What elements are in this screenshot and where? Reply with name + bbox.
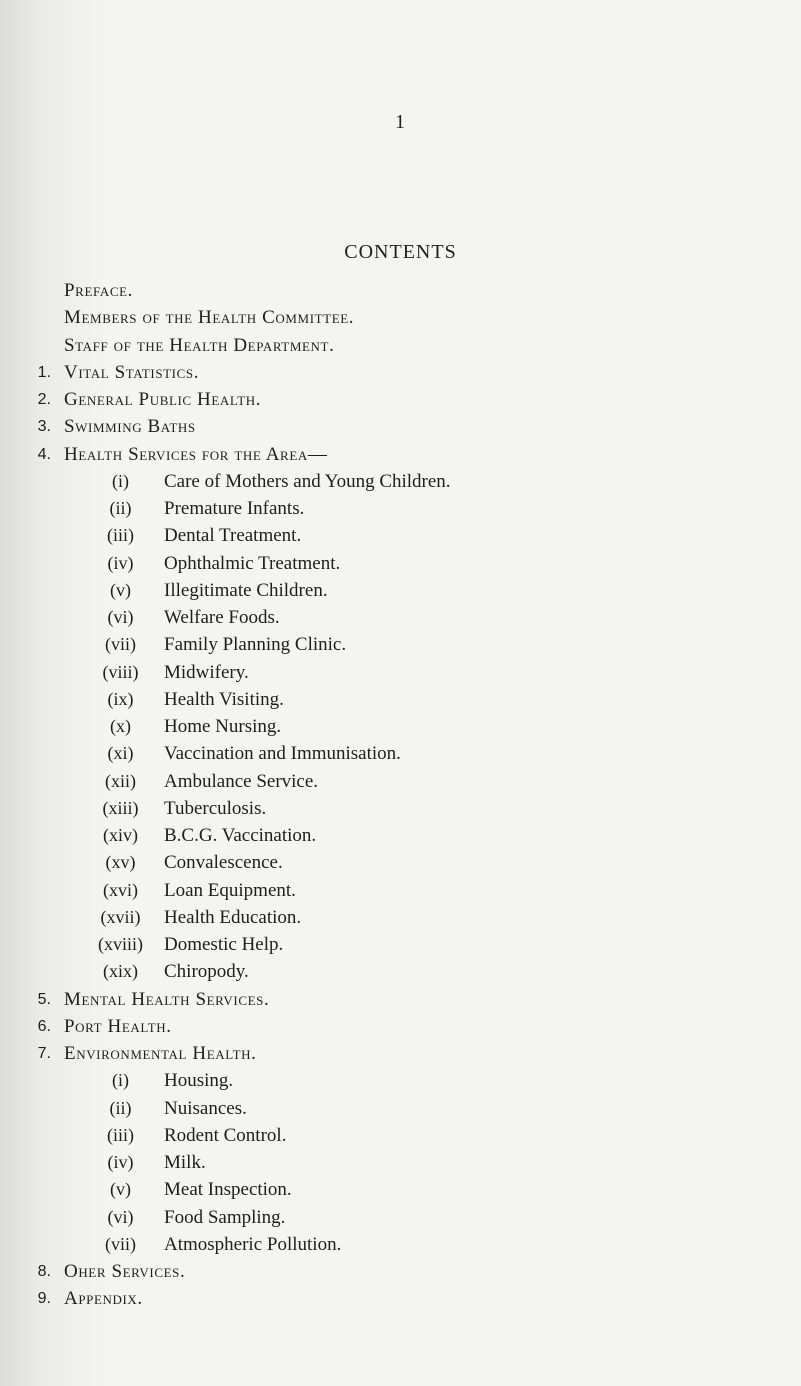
toc-subsection-entry (0, 904, 801, 931)
toc-subsection-entry (0, 604, 801, 631)
section-number: 2. (37, 391, 51, 408)
entry-label: Ophthalmic Treatment. (164, 552, 341, 574)
toc-section-entry (0, 1258, 801, 1285)
toc-section-entry (0, 1285, 801, 1312)
entry-label: Port Health. (64, 1015, 172, 1037)
entry-label: Health Services for the Area— (64, 443, 328, 465)
toc-subsection-entry (0, 795, 801, 822)
subsection-numeral: (iv) (107, 1152, 134, 1172)
subsection-numeral: (xvi) (103, 879, 138, 900)
entry-label: Dental Treatment. (164, 525, 302, 547)
subsection-numeral: (vi) (107, 607, 134, 627)
subsection-numeral: (vii) (105, 1233, 136, 1254)
toc-subsection-entry (0, 1149, 801, 1176)
subsection-numeral: (i) (112, 1070, 129, 1091)
entry-label: Staff of the Health Department. (64, 334, 335, 356)
subsection-numeral: (x) (110, 716, 131, 736)
entry-label: Members of the Health Committee. (64, 307, 355, 329)
section-number: 7. (37, 1045, 51, 1062)
subsection-numeral: (iii) (107, 1124, 134, 1145)
section-number: 9. (37, 1290, 51, 1308)
toc-subsection-entry (0, 822, 801, 849)
section-number: 3. (37, 418, 51, 436)
toc-subsection-entry (0, 740, 801, 767)
entry-label: Meat Inspection. (164, 1179, 292, 1201)
toc-subsection-entry (0, 659, 801, 686)
toc-section-entry (0, 413, 801, 440)
subsection-numeral: (iv) (107, 552, 134, 573)
toc-subsection-entry (0, 768, 801, 795)
toc-subsection-entry (0, 550, 801, 577)
entry-label: Vaccination and Immunisation. (164, 743, 401, 765)
toc-section-entry (0, 359, 801, 386)
toc-section-entry (0, 986, 801, 1013)
toc-subsection-entry (0, 495, 801, 522)
entry-label: Health Education. (164, 906, 302, 928)
entry-label: Family Planning Clinic. (164, 634, 347, 656)
subsection-numeral: (xix) (103, 961, 138, 982)
subsection-numeral: (v) (110, 1179, 131, 1200)
section-number: 4. (37, 445, 51, 463)
entry-label: Home Nursing. (164, 716, 282, 737)
entry-label: Rodent Control. (164, 1124, 287, 1146)
toc-subsection-entry (0, 577, 801, 604)
entry-label: Ambulance Service. (164, 770, 319, 792)
toc-section-entry (0, 386, 801, 413)
toc-subsection-entry (0, 1067, 801, 1094)
toc-section-entry (0, 1040, 801, 1067)
toc-subsection-entry (0, 1231, 801, 1258)
entry-label: General Public Health. (64, 389, 262, 410)
subsection-numeral: (ii) (109, 498, 132, 518)
toc-subsection-entry (0, 468, 801, 495)
subsection-numeral: (iii) (107, 525, 134, 546)
section-number: 6. (37, 1017, 51, 1035)
entry-label: Health Visiting. (164, 688, 284, 710)
entry-label: Domestic Help. (164, 934, 284, 955)
subsection-numeral: (xiv) (103, 825, 138, 845)
section-number: 8. (37, 1263, 51, 1280)
subsection-numeral: (i) (112, 470, 129, 491)
entry-label: Mental Health Services. (64, 988, 270, 1010)
entry-label: Food Sampling. (164, 1206, 286, 1228)
toc-section-entry (0, 277, 801, 304)
subsection-numeral: (xvii) (100, 906, 141, 927)
entry-label: Milk. (164, 1152, 206, 1173)
table-of-contents (0, 277, 801, 1313)
toc-subsection-entry (0, 877, 801, 904)
page-title: CONTENTS (344, 241, 457, 263)
entry-label: Environmental Health. (64, 1043, 257, 1064)
toc-subsection-entry (0, 686, 801, 713)
entry-label: B.C.G. Vaccination. (164, 825, 317, 846)
entry-label: Midwifery. (164, 661, 249, 683)
toc-subsection-entry (0, 849, 801, 876)
entry-label: Swimming Baths (64, 416, 196, 438)
entry-label: Convalescence. (164, 852, 283, 874)
subsection-numeral: (xii) (105, 770, 136, 791)
subsection-numeral: (xi) (107, 743, 134, 764)
toc-subsection-entry (0, 522, 801, 549)
toc-section-entry (0, 304, 801, 331)
toc-subsection-entry (0, 1176, 801, 1203)
subsection-numeral: (vii) (105, 634, 136, 655)
page-number: 1 (395, 111, 406, 133)
entry-label: Appendix. (64, 1288, 143, 1310)
entry-label: Care of Mothers and Young Children. (164, 470, 451, 492)
entry-label: Oher Services. (64, 1261, 186, 1282)
entry-label: Chiropody. (164, 961, 249, 983)
entry-label: Premature Infants. (164, 498, 305, 519)
toc-subsection-entry (0, 631, 801, 658)
entry-label: Nuisances. (164, 1097, 247, 1119)
entry-label: Tuberculosis. (164, 797, 267, 819)
entry-label: Welfare Foods. (164, 607, 280, 628)
subsection-numeral: (ii) (109, 1097, 132, 1118)
subsection-numeral: (v) (110, 579, 131, 600)
subsection-numeral: (xviii) (98, 934, 143, 954)
entry-label: Atmospheric Pollution. (164, 1233, 342, 1255)
toc-subsection-entry (0, 931, 801, 958)
entry-label: Housing. (164, 1070, 234, 1092)
toc-subsection-entry (0, 1095, 801, 1122)
entry-label: Vital Statistics. (64, 361, 200, 383)
subsection-numeral: (ix) (107, 688, 134, 709)
subsection-numeral: (viii) (102, 661, 139, 682)
toc-section-entry (0, 332, 801, 359)
entry-label: Preface. (64, 280, 133, 301)
subsection-numeral: (xiii) (102, 797, 139, 818)
toc-subsection-entry (0, 713, 801, 740)
toc-section-entry (0, 1013, 801, 1040)
section-number: 1. (37, 363, 51, 381)
entry-label: Loan Equipment. (164, 879, 296, 901)
toc-subsection-entry (0, 958, 801, 985)
toc-subsection-entry (0, 1204, 801, 1231)
subsection-numeral: (vi) (107, 1206, 134, 1227)
toc-section-entry (0, 441, 801, 468)
entry-label: Illegitimate Children. (164, 579, 328, 601)
section-number: 5. (37, 990, 51, 1008)
subsection-numeral: (xv) (105, 852, 136, 873)
toc-subsection-entry (0, 1122, 801, 1149)
